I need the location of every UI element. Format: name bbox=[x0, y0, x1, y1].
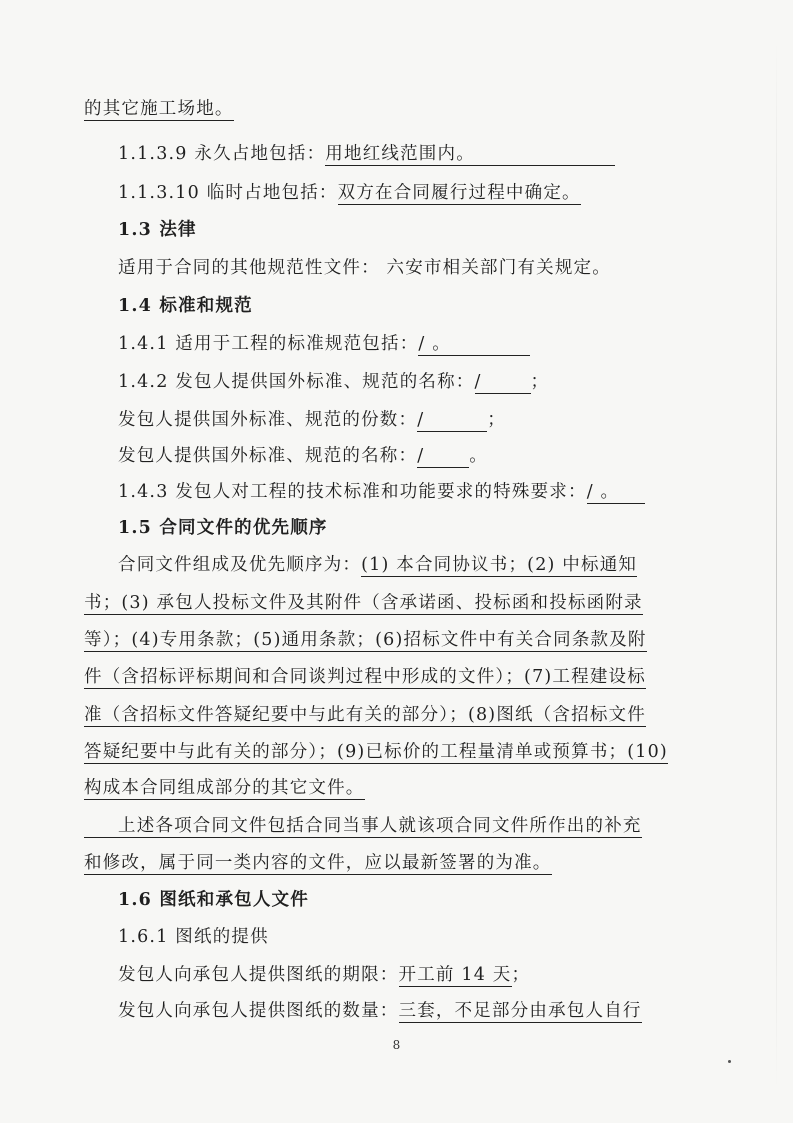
clause-label: 1.4.1 适用于工程的标准规范包括： bbox=[118, 334, 419, 354]
fill-in-value: / 。 bbox=[418, 333, 530, 356]
text-line bbox=[84, 97, 234, 121]
fill-in-value: / bbox=[475, 371, 531, 394]
clause-1-1-3-9 bbox=[118, 142, 615, 166]
text-line bbox=[84, 665, 646, 689]
text-line bbox=[118, 444, 488, 468]
underlined-text: 件（含招标评标期间和合同谈判过程中形成的文件）；(7)工程建设标 bbox=[84, 667, 646, 687]
text-line bbox=[84, 703, 646, 727]
clause-1-4-1 bbox=[118, 332, 530, 356]
clause-1-6-1: 1.6.1 图纸的提供 bbox=[118, 927, 269, 947]
clause-label: 发包人向承包人提供图纸的数量： bbox=[118, 1001, 399, 1021]
punctuation: ； bbox=[487, 410, 506, 430]
punctuation: ； bbox=[511, 965, 531, 985]
section-heading-1-3: 1.3 法律 bbox=[118, 220, 197, 240]
clause-1-1-3-10 bbox=[118, 181, 581, 205]
underlined-text: 的其它施工场地。 bbox=[84, 99, 234, 119]
underlined-text: 答疑纪要中与此有关的部分）；(9)已标价的工程量清单或预算书；(10) bbox=[84, 742, 668, 762]
underlined-text: 和修改，属于同一类内容的文件，应以最新签署的为准。 bbox=[84, 853, 552, 873]
clause-label: 发包人提供国外标准、规范的份数： bbox=[118, 410, 418, 430]
clause-label: 1.4.3 发包人对工程的技术标准和功能要求的特殊要求： bbox=[118, 482, 587, 502]
text-line bbox=[118, 963, 530, 987]
fill-in-value: 双方在合同履行过程中确定。 bbox=[337, 183, 581, 203]
clause-label: 1.4.2 发包人提供国外标准、规范的名称： bbox=[118, 372, 475, 392]
underlined-text: 上述各项合同文件包括合同当事人就该项合同文件所作出的补充 bbox=[84, 815, 642, 838]
section-heading-1-4: 1.4 标准和规范 bbox=[118, 296, 253, 316]
text-line bbox=[84, 740, 668, 764]
fill-in-value: / 。 bbox=[587, 481, 645, 504]
text-line bbox=[84, 628, 647, 652]
scan-edge-shadow bbox=[776, 40, 777, 1090]
text-line bbox=[118, 408, 506, 432]
underlined-text: 等）；(4)专用条款；(5)通用条款；(6)招标文件中有关合同条款及附 bbox=[84, 630, 647, 650]
text-line bbox=[84, 851, 552, 875]
text-line bbox=[84, 814, 642, 838]
underlined-text: 构成本合同组成部分的其它文件。 bbox=[84, 778, 365, 798]
fill-in-value: / bbox=[417, 445, 469, 468]
fill-in-value: 三套，不足部分由承包人自行 bbox=[398, 1001, 642, 1021]
fill-in-value: 用地红线范围内。 bbox=[325, 143, 615, 166]
section-heading-1-5: 1.5 合同文件的优先顺序 bbox=[118, 518, 328, 538]
text-line: 适用于合同的其他规范性文件： 六安市相关部门有关规定。 bbox=[118, 258, 611, 278]
clause-label: 发包人提供国外标准、规范的名称： bbox=[118, 446, 418, 466]
text-line bbox=[84, 776, 365, 800]
underlined-text: (1) 本合同协议书；(2) 中标通知 bbox=[361, 555, 638, 575]
text-line bbox=[118, 553, 637, 577]
clause-label: 发包人向承包人提供图纸的期限： bbox=[118, 965, 399, 985]
fill-in-value: / bbox=[417, 409, 487, 432]
clause-label: 1.1.3.10 临时占地包括： bbox=[118, 183, 338, 203]
clause-1-4-2 bbox=[118, 370, 549, 394]
underlined-text: 书；(3) 承包人投标文件及其附件（含承诺函、投标函和投标函附录 bbox=[84, 593, 643, 613]
text-line bbox=[118, 999, 642, 1023]
text-line bbox=[84, 591, 643, 615]
scan-speck bbox=[728, 1060, 731, 1063]
underlined-text: 准（含招标文件答疑纪要中与此有关的部分）；(8)图纸（含招标文件 bbox=[84, 705, 646, 725]
section-heading-1-6: 1.6 图纸和承包人文件 bbox=[118, 890, 309, 910]
page-number: 8 bbox=[392, 1038, 401, 1052]
clause-label: 1.1.3.9 永久占地包括： bbox=[118, 144, 326, 164]
punctuation: ； bbox=[530, 372, 550, 392]
fill-in-value: 开工前 14 天 bbox=[398, 965, 512, 985]
punctuation: 。 bbox=[469, 446, 488, 466]
clause-label: 合同文件组成及优先顺序为： bbox=[118, 555, 362, 575]
clause-1-4-3 bbox=[118, 480, 645, 504]
